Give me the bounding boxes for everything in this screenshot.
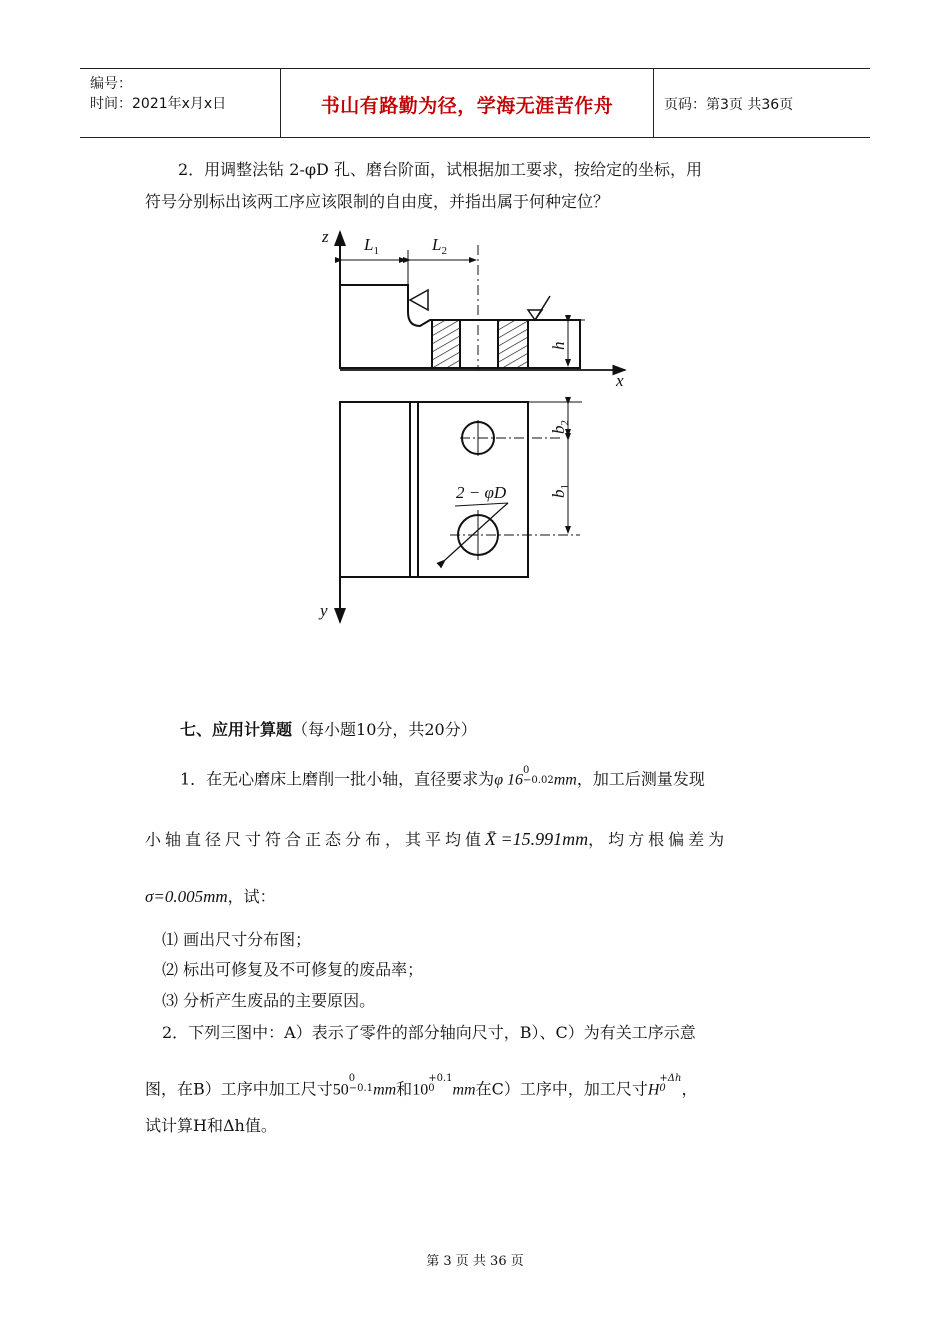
section7-heading — [180, 722, 477, 738]
q2-line1: 2．用调整法钻 2-φD 孔、磨台阶面，试根据加工要求，按给定的坐标，用 — [178, 160, 702, 179]
L2-label: $L_2$ — [432, 235, 447, 257]
hatch-right — [498, 320, 528, 368]
q1-mean: X̄ =15.991mm — [485, 829, 589, 849]
hole-spec-label: 2 − φD — [456, 483, 507, 502]
x-label: x — [616, 371, 624, 390]
q2-line2: 符号分别标出该两工序应该限制的自由度，并指出属于何种定位？ — [145, 192, 610, 211]
code-label: 编号： — [90, 76, 132, 92]
q1-line3: σ=0.005mm，试： — [145, 887, 276, 906]
header-meta-cell — [80, 69, 281, 137]
q1-item1: ⑴ 画出尺寸分布图； — [162, 930, 312, 949]
q1-line2: 小轴直径尺寸符合正态分布，其平均值X̄ =15.991mm，均方根偏差为 — [145, 829, 729, 849]
page-info: 页码：第3页 共36页 — [664, 97, 794, 113]
hatch-left — [432, 320, 460, 368]
part-drawing — [310, 220, 640, 630]
section7-title: 七、应用计算题 — [180, 720, 293, 739]
q1-item2: ⑵ 标出可修复及不可修复的废品率； — [162, 960, 424, 979]
b2-label: $b_2$ — [549, 420, 571, 434]
q1-sigma: σ=0.005mm — [145, 887, 228, 906]
q1-item3: ⑶ 分析产生废品的主要原因。 — [162, 991, 376, 1010]
q2b-line1: 2．下列三图中：A）表示了零件的部分轴向尺寸，B）、C）为有关工序示意 — [162, 1023, 696, 1042]
z-label: z — [322, 227, 329, 246]
y-label: y — [320, 601, 328, 620]
page-footer: 第 3 页 共 36 页 — [426, 1254, 524, 1269]
grind-symbol-left — [410, 290, 428, 310]
q1-line1 — [180, 765, 705, 790]
motto: 书山有路勤为径，学海无涯苦作舟 — [320, 95, 614, 117]
q1-l1-post: ，加工后测量发现 — [576, 769, 705, 789]
h-label: h — [549, 341, 568, 350]
header-page-cell — [654, 69, 870, 137]
q2b-line2: 图，在B）工序中加工尺寸50 0 −0.1 mm和10 +0.1 0 mm在C）工序中，加工尺寸H +Δh 0 ， — [145, 1073, 698, 1099]
q1-tolerance: 0 −0.02 — [523, 765, 554, 786]
section7-note: （每小题10分，共20分） — [292, 720, 477, 739]
time-label: 时间：2021年x月x日 — [90, 96, 227, 112]
q2b-line3: 试计算H和Δh值。 — [145, 1116, 277, 1135]
page-header — [80, 68, 870, 138]
q1-dim: φ 16 — [494, 771, 524, 789]
header-motto-cell — [281, 69, 654, 137]
L1-label: $L_1$ — [364, 235, 379, 257]
b1-label: $b_1$ — [549, 484, 571, 498]
q1-l1-text: 1．在无心磨床上磨削一批小轴，直径要求为 — [180, 769, 495, 789]
q1-unit: mm — [553, 771, 577, 789]
